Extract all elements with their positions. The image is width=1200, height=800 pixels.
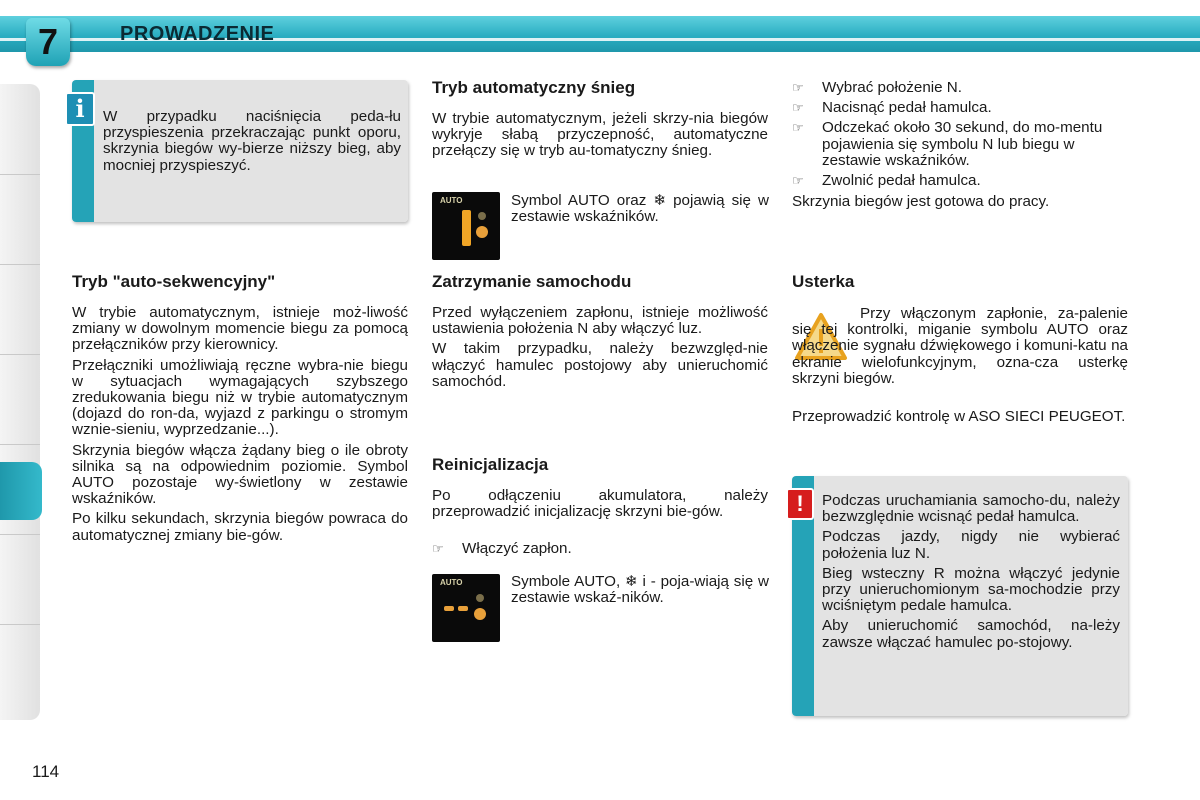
section-heading-stopping: Zatrzymanie samochodu — [432, 272, 632, 291]
info-box-text: W przypadku naciśnięcia peda-łu przyspieszenia przekraczając punkt oporu, skrzynia biegów wy-bierze niższy bieg, aby mocniej przyspieszyć. — [103, 108, 401, 174]
reinit-text: Po odłączeniu akumulatora, należy przeprowadzić inicjalizację skrzyni bie-gów. — [432, 487, 768, 521]
chapter-side-tab[interactable] — [0, 462, 42, 520]
list-item-text: Wybrać położenie N. — [822, 79, 962, 96]
paragraph: Przed wyłączeniem zapłonu, istnieje możliwość ustawienia położenia N aby włączyć luz. — [432, 304, 768, 338]
pointing-hand-icon: ☞ — [792, 173, 804, 189]
list-item — [792, 120, 1128, 169]
rail-divider — [0, 264, 40, 265]
rail-divider — [0, 174, 40, 175]
dashboard-display-snow — [432, 192, 500, 260]
list-item-text: Włączyć zapłon. — [462, 540, 572, 557]
ready-text: Skrzynia biegów jest gotowa do pracy. — [792, 193, 1050, 210]
section-heading-snow-mode: Tryb automatyczny śnieg — [432, 78, 636, 97]
section-heading-reinit: Reinicjalizacja — [432, 455, 549, 474]
dash-segment-icon — [458, 606, 468, 611]
list-item — [792, 100, 1128, 116]
col1-body — [72, 305, 408, 548]
stopping-body — [432, 305, 768, 394]
display-auto-label: AUTO — [440, 196, 463, 205]
list-item — [792, 80, 1128, 96]
reinit-bullets — [432, 541, 768, 561]
display-auto-label: AUTO — [440, 578, 463, 587]
paragraph: Bieg wsteczny R można włączyć jedynie przy unieruchomionym sa-mochodzie przy wciśniętym pedale hamulca. — [822, 564, 1120, 615]
chapter-number: 7 — [37, 21, 59, 62]
indicator-dot-icon — [476, 594, 484, 602]
list-item-text: Nacisnąć pedał hamulca. — [822, 99, 992, 117]
list-item — [792, 173, 1128, 189]
snow-symbol-text: Symbol AUTO oraz ❄ pojawią się w zestawie wskaźników. — [511, 192, 769, 226]
paragraph: Skrzynia biegów włącza żądany bieg o ile obroty silnika są na odpowiednim poziomie. Symbol AUTO pozostaje wy-świetlony w zestawie wskaźników. — [72, 441, 408, 508]
indicator-dot-icon — [478, 212, 486, 220]
gear-digit-icon — [462, 210, 471, 246]
rail-divider — [0, 354, 40, 355]
reinit-steps — [792, 80, 1128, 193]
snowflake-icon — [474, 608, 486, 620]
section-heading-fault: Usterka — [792, 272, 855, 291]
reinit-symbol-text: Symbole AUTO, ❄ i - poja-wiają się w zestawie wskaź-ników. — [511, 573, 769, 607]
list-item-text: Odczekać około 30 sekund, do mo-mentu pojawienia się symbolu N lub biegu w zestawie wskaźników. — [822, 119, 1103, 169]
paragraph: Przełączniki umożliwiają ręczne wybra-nie biegu w sytuacjach wymagających szybszego zredukowania biegu niż w trybie automatycznym (dojazd do ron-da, wyjazd z parkingu o stromym wznie-sieniu, wyprzedzanie...). — [72, 356, 408, 439]
page-number: 114 — [32, 762, 60, 781]
chapter-title: PROWADZENIE — [120, 23, 275, 45]
info-icon: i — [65, 92, 95, 126]
section-heading-auto-sequential: Tryb "auto-sekwencyjny" — [72, 272, 276, 291]
paragraph: Po kilku sekundach, skrzynia biegów powraca do automatycznej zmiany bie-gów. — [72, 510, 408, 544]
paragraph: W trybie automatycznym, istnieje moż-liwość zmiany w dowolnym momencie biegu za pomocą przełączników przy kierownicy. — [72, 304, 408, 354]
snowflake-icon — [476, 226, 488, 238]
paragraph: Podczas uruchamiania samocho-du, należy bezwzględnie wcisnąć pedał hamulca. — [822, 492, 1120, 526]
list-item-text: Zwolnić pedał hamulca. — [822, 172, 981, 190]
paragraph: Podczas jazdy, nigdy nie wybierać położenia luz N. — [822, 528, 1120, 562]
paragraph: W takim przypadku, należy bezwzględ-nie włączyć hamulec postojowy aby unieruchomić samochód. — [432, 340, 768, 390]
rail-divider — [0, 624, 40, 625]
side-rail — [0, 84, 40, 720]
exclamation-icon: ! — [786, 488, 814, 520]
fault-text: Przy włączonym zapłonie, za-palenie się tej kontrolki, miganie symbolu AUTO oraz włączenie sygnału dźwiękowego i komuni-katu na ekranie wielofunkcyjnym, ozna-cza usterkę skrzyni biegów. — [792, 305, 1128, 387]
paragraph: Aby unieruchomić samochód, na-leży zawsze włączać hamulec po-stojowy. — [822, 617, 1120, 651]
warning-box-text — [822, 493, 1120, 655]
snow-mode-text: W trybie automatycznym, jeżeli skrzy-nia biegów wykryje słabą przyczepność, automatyczne przełączy się w tryb au-tomatyczny śnieg. — [432, 110, 768, 160]
pointing-hand-icon: ☞ — [432, 541, 444, 556]
rail-divider — [0, 534, 40, 535]
rail-divider — [0, 444, 40, 445]
fault-action-text: Przeprowadzić kontrolę w ASO SIECI PEUGEOT. — [792, 408, 1126, 425]
pointing-hand-icon: ☞ — [792, 80, 804, 95]
dash-segment-icon — [444, 606, 454, 611]
dashboard-display-reinit — [432, 574, 500, 642]
pointing-hand-icon: ☞ — [792, 120, 804, 136]
pointing-hand-icon: ☞ — [792, 100, 804, 116]
list-item — [432, 541, 768, 557]
